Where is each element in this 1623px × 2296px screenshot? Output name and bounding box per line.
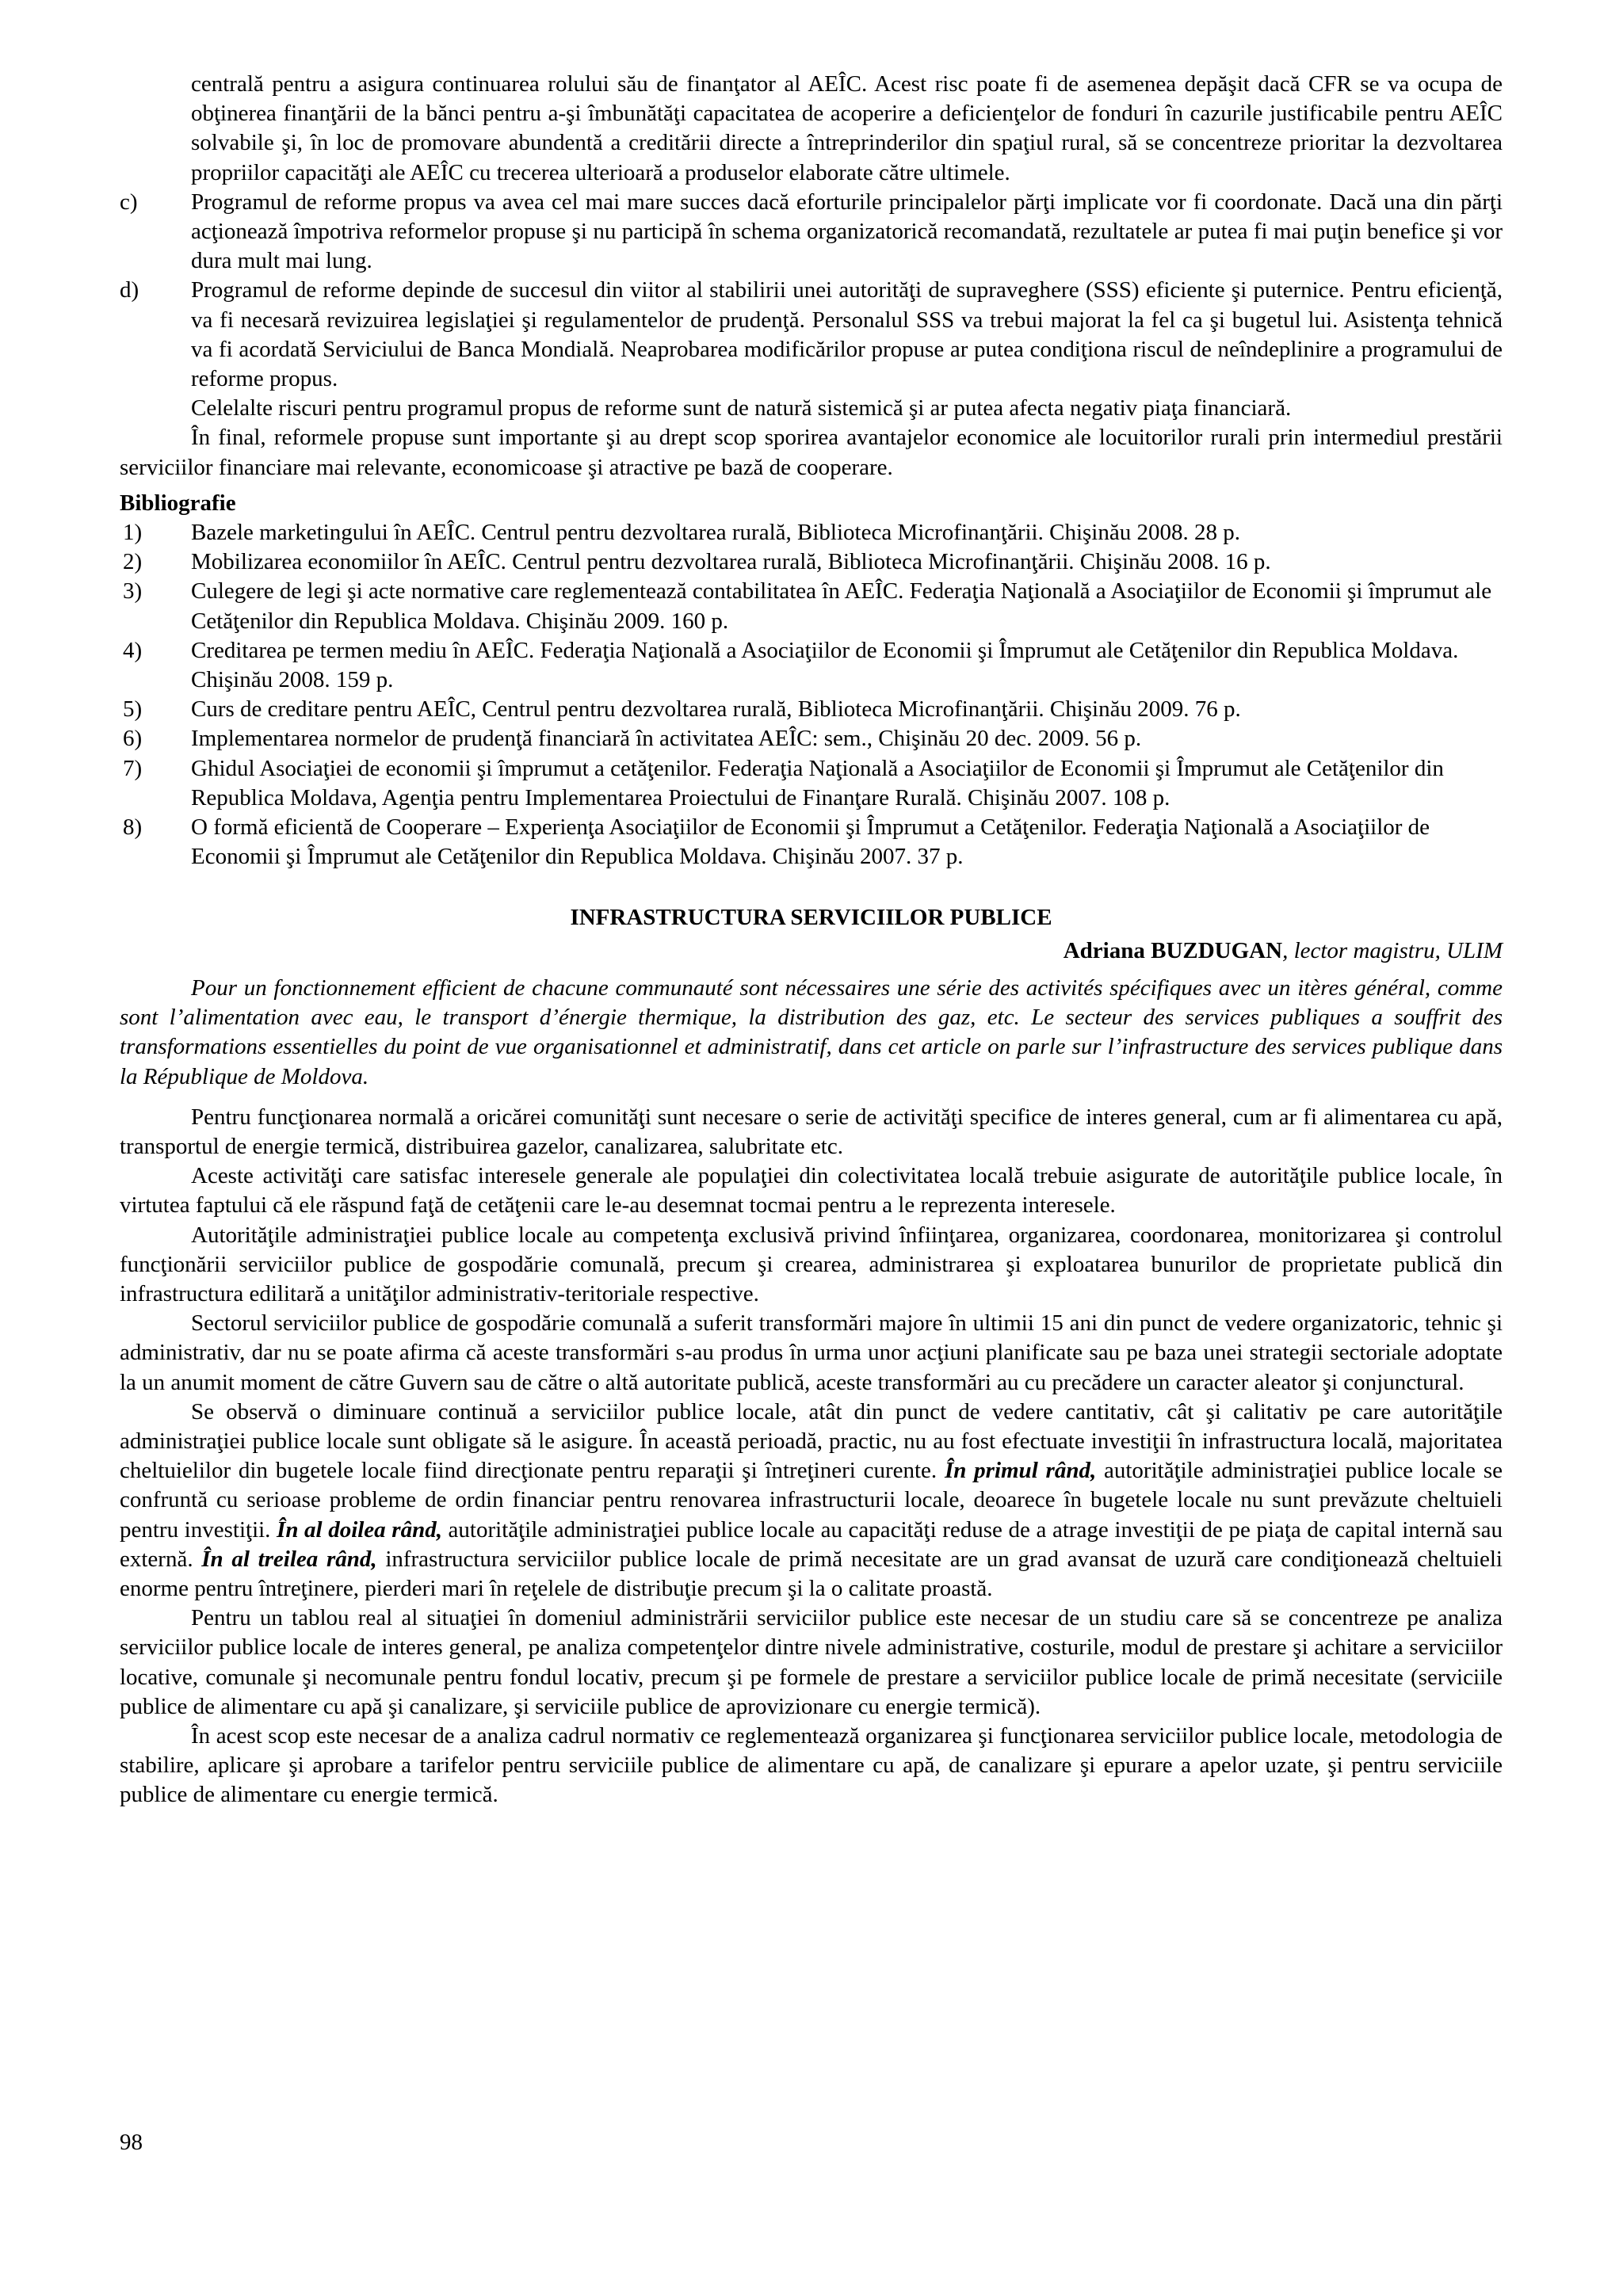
list-label: d) <box>120 277 139 303</box>
body-paragraph: Sectorul serviciilor publice de gospodărie comunală a suferit transformări majore în ultimii 15 ani din punct de vedere organizatoric, tehnic şi administrativ, dar nu se poate afirma că aceste transformări s-au produs în urma unor acţiuni planificate sau pe baza unei strategii sectoriale adoptate la un anumit moment de către Guvern sau de către o altă autoritate publică, aceste transformări au cu precădere un caracter aleator şi conjunctural. <box>120 1310 1503 1395</box>
bib-text: Mobilizarea economiilor în AEÎC. Centrul pentru dezvoltarea rurală, Biblioteca Microfinanţării. Chişinău 2008. 16 p. <box>191 549 1271 575</box>
body-paragraph: În acest scop este necesar de a analiza cadrul normativ ce reglementează organizarea şi funcţionarea serviciilor publice locale, metodologia de stabilire, aplicare şi aprobare a tarifelor pentru serviciile publice de alimentare cu apă, de canalizare şi epurare a apelor uzate, şi pentru serviciile publice de alimentare cu energie termică. <box>120 1722 1503 1808</box>
conclusion-paragraph: În final, reformele propuse sunt importante şi au drept scop sporirea avantajelor economice ale locuitorilor rurali prin intermediul prestării serviciilor financiare mai relevante, economicoase şi atractive pe bază de cooperare. <box>120 425 1503 480</box>
emphasis-first: În primul rând, <box>944 1458 1097 1484</box>
bibliography-item <box>120 695 1503 724</box>
bibliography <box>120 489 1503 872</box>
article-title: INFRASTRUCTURA SERVICIILOR PUBLICE <box>570 905 1052 931</box>
body-paragraph: Autorităţile administraţiei publice locale au competenţa exclusivă privind înfiinţarea, organizarea, coordonarea, monitorizarea şi controlul funcţionării serviciilor publice de gospodărie comunală, precum şi crearea, administrarea şi exploatarea bunurilor de proprietate publică din infrastructura edilitară a unităţilor administrativ-teritoriale respective. <box>120 1222 1503 1306</box>
text-run: autorităţile administraţiei publice locale se confruntă cu serioase probleme de ordin financiar pentru renovarea infrastructurii locale, deoarece în bugetele locale nu sunt prevăzute cheltuieli pentru investiţii. <box>120 1458 1503 1543</box>
bib-text: Curs de creditare pentru AEÎC, Centrul pentru dezvoltarea rurală, Biblioteca Microfinanţării. Chişinău 2009. 76 p. <box>191 696 1241 723</box>
bib-label: 3) <box>123 578 143 605</box>
continued-paragraph: centrală pentru a asigura continuarea rolului său de finanţator al AEÎC. Acest risc poate fi de asemenea depăşit dacă CFR se va ocupa de obţinerea finanţării de la bănci pentru a-şi îmbunătăţi capacitatea de acoperire a deficienţelor de fonduri în cazurile justificabile pentru AEÎC solvabile şi, în loc de promovare abundentă a creditării directe a întreprinderilor din spaţiul rural, să se concentreze prioritar la dezvoltarea propriilor capacităţi ale AEÎC cu trecerea ulterioară a produselor elaborate către ultimele. <box>191 71 1503 185</box>
bibliography-item <box>120 577 1503 635</box>
emphasis-third: În al treilea rând, <box>201 1546 377 1572</box>
bibliography-item <box>120 547 1503 577</box>
bib-label: 4) <box>123 637 143 663</box>
list-item-c <box>120 188 1503 277</box>
list-label: c) <box>120 189 138 215</box>
bib-label: 7) <box>123 755 143 781</box>
text-run: infrastructura serviciilor publice locale de primă necesitate are un grad avansat de uzură care condiţionează cheltuieli enorme pentru întreţinere, pierderi mari în reţelele de distribuţie precum şi la o calitate proastă. <box>120 1546 1503 1601</box>
list-item-d <box>120 276 1503 394</box>
bib-text: Ghidul Asociaţiei de economii şi împrumut a cetăţenilor. Federaţia Naţională a Asociaţiilor de Economii şi Împrumut ale Cetăţenilor din Republica Moldava, Agenţia pentru Implementarea Proiectului de Finanţare Rurală. Chişinău 2007. 108 p. <box>191 755 1444 810</box>
bibliography-item <box>120 518 1503 547</box>
bib-label: 5) <box>123 696 143 723</box>
bib-text: Creditarea pe termen mediu în AEÎC. Federaţia Naţională a Asociaţiilor de Economii şi Împrumut ale Cetăţenilor din Republica Moldava. Chişinău 2008. 159 p. <box>191 637 1459 693</box>
page-content <box>120 70 1503 1810</box>
author-name: Adriana BUZDUGAN <box>1063 937 1283 963</box>
bib-text: Implementarea normelor de prudenţă financiară în activitatea AEÎC: sem., Chişinău 20 dec. 2009. 56 p. <box>191 726 1142 752</box>
article-author <box>120 936 1503 966</box>
bib-text: O formă eficientă de Cooperare – Experienţa Asociaţiilor de Economii şi Împrumut a Cetăţenilor. Federaţia Naţională a Asociaţiilor de Economii şi Împrumut ale Cetăţenilor din Republica Moldava. Chişinău 2007. 37 p. <box>191 814 1430 870</box>
bib-text: Culegere de legi şi acte normative care reglementează contabilitatea în AEÎC. Federaţia Naţională a Asociaţiilor de Economii şi împrumut ale Cetăţenilor din Republica Moldava. Chişinău 2009. 160 p. <box>191 578 1492 634</box>
bibliography-item <box>120 754 1503 813</box>
body-paragraph: Pentru un tablou real al situaţiei în domeniul administrării serviciilor publice este necesar de un studiu care să se concentreze pe analiza serviciilor publice locale de interes general, pe analiza competenţelor dintre nivele administrative, costurile, modul de prestare şi achitare a serviciilor locative, comunale şi necomunale pentru fondul locativ, precum şi pe formele de prestare a serviciilor publice locale de primă necesitate (serviciile publice de alimentare cu apă şi canalizare, şi serviciile publice de aprovizionare cu energie termică). <box>120 1605 1503 1719</box>
bibliography-item <box>120 813 1503 871</box>
author-role: , lector magistru, ULIM <box>1282 937 1503 963</box>
body-paragraph-emphasis <box>120 1398 1503 1604</box>
bibliography-title: Bibliografie <box>120 490 236 516</box>
body-paragraph: Aceste activităţi care satisfac interesele generale ale populaţiei din colectivitatea locală trebuie asigurate de autorităţile publice locale, în virtutea faptului că ele răspund faţă de cetăţenii care le-au desemnat tocmai pentru a le reprezenta interesele. <box>120 1163 1503 1219</box>
list-text: Programul de reforme propus va avea cel mai mare succes dacă eforturile principalelor părţi implicate vor fi coordonate. Dacă una din părţi acţionează împotriva reformelor propuse şi nu participă în schema organizatorică recomandată, rezultatele ar putea fi mai puţin benefice şi vor dura mult mai lung. <box>191 189 1503 274</box>
bib-label: 2) <box>123 549 143 575</box>
bib-label: 1) <box>123 520 143 546</box>
article-abstract: Pour un fonctionnement efficient de chacune communauté sont nécessaires une série des activités spécifiques avec un itères général, comme sont l’alimentation avec eau, le transport d’énergie thermique, la distribution des gaz, etc. Le secteur des services publiques a souffrit des transformations essentielles du point de vue organisationnel et administratif, dans cet article on parle sur l’infrastructure des services publique dans la République de Moldova. <box>120 974 1503 1089</box>
bib-label: 8) <box>123 814 143 841</box>
bibliography-item <box>120 636 1503 695</box>
bib-text: Bazele marketingului în AEÎC. Centrul pentru dezvoltarea rurală, Biblioteca Microfinanţării. Chişinău 2008. 28 p. <box>191 520 1240 546</box>
risks-paragraph: Celelalte riscuri pentru programul propus de reforme sunt de natură sistemică şi ar putea afecta negativ piaţa financiară. <box>191 395 1292 421</box>
text-run: Se observă o diminuare continuă a serviciilor publice locale, atât din punct de vedere cantitativ, cât şi calitativ pe care autorităţile administraţiei publice locale sunt obligate să le asigure. În această perioadă, practic, nu au fost efectuate investiţii în infrastructura locală, majoritatea cheltuielilor din bugetele locale fiind direcţionate pentru reparaţii şi întreţineri curente. <box>120 1398 1503 1484</box>
body-paragraph: Pentru funcţionarea normală a oricărei comunităţi sunt necesare o serie de activităţi specifice de interes general, cum ar fi alimentarea cu apă, transportul de energie termică, distribuirea gazelor, canalizarea, salubritate etc. <box>120 1104 1503 1159</box>
page-number: 98 <box>120 2130 143 2155</box>
bibliography-item <box>120 724 1503 753</box>
text-run: autorităţile administraţiei publice locale au capacităţi reduse de a atrage investiţii de pe piaţa de capital internă sau externă. <box>120 1516 1503 1572</box>
bib-label: 6) <box>123 726 143 752</box>
list-text: Programul de reforme depinde de succesul din viitor al stabilirii unei autorităţi de supraveghere (SSS) eficiente şi puternice. Pentru eficienţă, va fi necesară revizuirea legislaţiei şi regulamentelor de prudenţă. Personalul SSS va trebui majorat la fel ca şi bugetul lui. Asistenţa tehnică va fi acordată Serviciului de Banca Mondială. Neaprobarea modificărilor propuse ar putea condiţiona riscul de neîndeplinire a programului de reforme propus. <box>191 277 1503 392</box>
emphasis-second: În al doilea rând, <box>277 1516 442 1543</box>
